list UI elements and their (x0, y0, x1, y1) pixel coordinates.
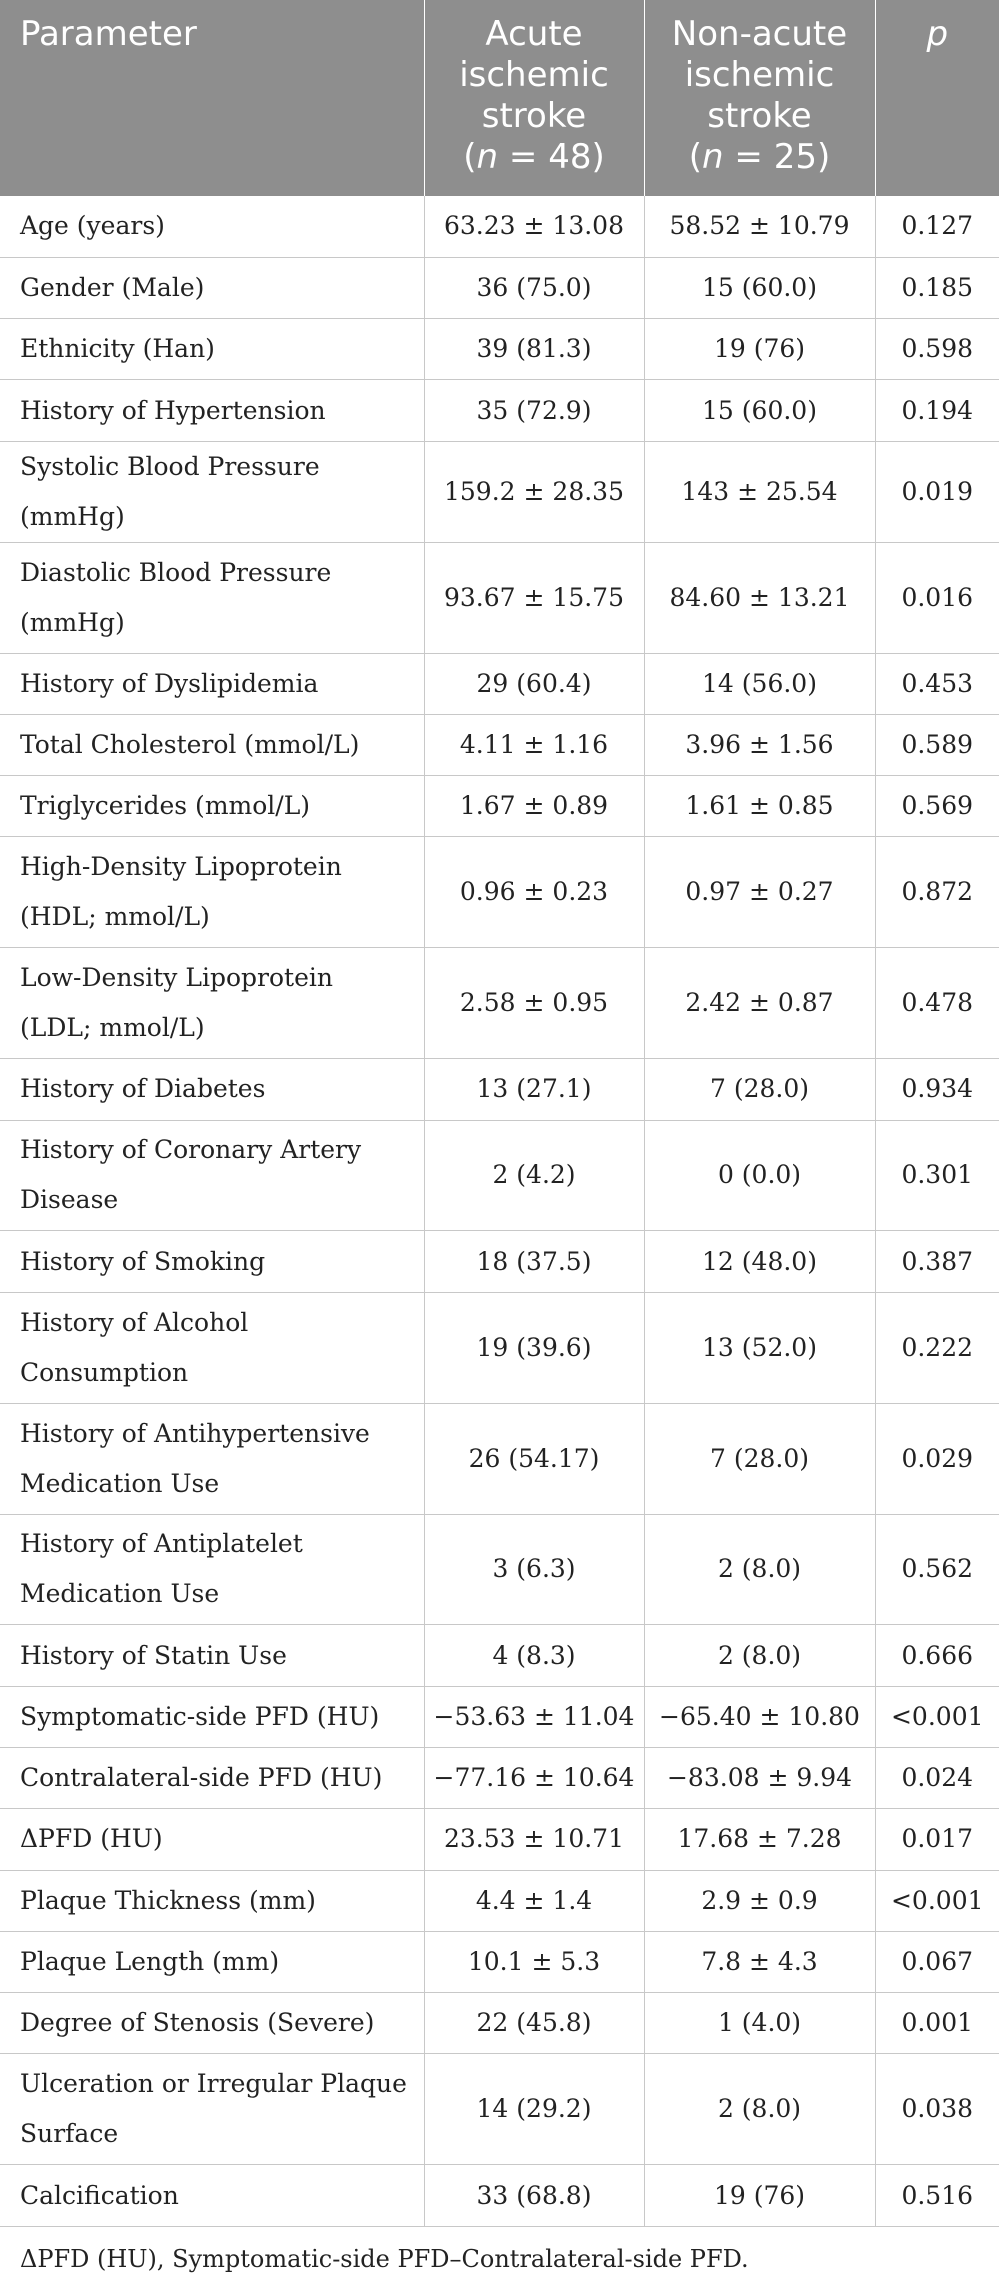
table-header-row (0, 0, 999, 196)
cell-p-value: 0.019 (875, 441, 999, 542)
cell-nonacute: 0.97 ± 0.27 (644, 837, 875, 948)
cell-acute: 29 (60.4) (424, 653, 644, 714)
cell-nonacute: 2 (8.0) (644, 1625, 875, 1686)
cell-nonacute: 19 (76) (644, 2165, 875, 2226)
table-footnote: ΔPFD (HU), Symptomatic-side PFD–Contralateral-side PFD. (20, 2244, 749, 2273)
table-row (0, 1059, 999, 1120)
table-row (0, 2165, 999, 2226)
table-row (0, 1514, 999, 1625)
cell-parameter: Systolic Blood Pressure (mmHg) (0, 441, 424, 542)
cell-parameter: History of Dyslipidemia (0, 653, 424, 714)
cell-parameter: Calcification (0, 2165, 424, 2226)
cell-p-value: 0.387 (875, 1231, 999, 1292)
cell-acute: 93.67 ± 15.75 (424, 542, 644, 653)
cell-p-value: <0.001 (875, 1686, 999, 1747)
cell-acute: 159.2 ± 28.35 (424, 441, 644, 542)
cell-nonacute: 143 ± 25.54 (644, 441, 875, 542)
table-row (0, 1292, 999, 1403)
table-row (0, 653, 999, 714)
cell-nonacute: 2.42 ± 0.87 (644, 948, 875, 1059)
table-row (0, 1625, 999, 1686)
table-row (0, 1870, 999, 1931)
header-nonacute: Non-acute ischemic stroke (n = 25) (644, 0, 875, 196)
table-row (0, 1809, 999, 1870)
cell-parameter: Ulceration or Irregular Plaque Surface (0, 2054, 424, 2165)
header-acute: Acute ischemic stroke (n = 48) (424, 0, 644, 196)
cell-parameter: Ethnicity (Han) (0, 319, 424, 380)
cell-parameter: Symptomatic-side PFD (HU) (0, 1686, 424, 1747)
cell-nonacute: 84.60 ± 13.21 (644, 542, 875, 653)
cell-nonacute: 2 (8.0) (644, 1514, 875, 1625)
cell-acute: 4 (8.3) (424, 1625, 644, 1686)
cell-acute: 2.58 ± 0.95 (424, 948, 644, 1059)
cell-acute: 35 (72.9) (424, 380, 644, 441)
cell-parameter: Triglycerides (mmol/L) (0, 776, 424, 837)
cell-nonacute: 2.9 ± 0.9 (644, 1870, 875, 1931)
cell-p-value: 0.016 (875, 542, 999, 653)
table-row (0, 2054, 999, 2165)
cell-nonacute: 7 (28.0) (644, 1403, 875, 1514)
header-nonacute-line1: Non-acute (671, 14, 848, 54)
cell-p-value: 0.194 (875, 380, 999, 441)
table-row (0, 380, 999, 441)
cell-nonacute: 14 (56.0) (644, 653, 875, 714)
cell-nonacute: −83.08 ± 9.94 (644, 1748, 875, 1809)
cell-nonacute: 15 (60.0) (644, 257, 875, 318)
cell-acute: 18 (37.5) (424, 1231, 644, 1292)
cell-p-value: 0.598 (875, 319, 999, 380)
cell-parameter: Gender (Male) (0, 257, 424, 318)
cell-nonacute: 7.8 ± 4.3 (644, 1931, 875, 1992)
table-row (0, 196, 999, 257)
header-nonacute-line2: ischemic (684, 55, 835, 95)
cell-acute: 26 (54.17) (424, 1403, 644, 1514)
header-parameter: Parameter (0, 0, 424, 196)
header-acute-n-value: = 48) (498, 137, 605, 177)
table-row (0, 948, 999, 1059)
cell-parameter: Plaque Length (mm) (0, 1931, 424, 1992)
cell-p-value: 0.067 (875, 1931, 999, 1992)
header-nonacute-n-value: = 25) (723, 137, 831, 177)
table-row (0, 714, 999, 775)
cell-p-value: 0.222 (875, 1292, 999, 1403)
cell-p-value: <0.001 (875, 1870, 999, 1931)
cell-nonacute: 12 (48.0) (644, 1231, 875, 1292)
cell-acute: 13 (27.1) (424, 1059, 644, 1120)
header-acute-n-label: n (476, 137, 499, 177)
header-acute-line1: Acute (485, 14, 583, 54)
table-row (0, 1993, 999, 2054)
cell-acute: 23.53 ± 10.71 (424, 1809, 644, 1870)
cell-p-value: 0.569 (875, 776, 999, 837)
cell-acute: 2 (4.2) (424, 1120, 644, 1231)
table-row (0, 1748, 999, 1809)
table-row (0, 441, 999, 542)
cell-parameter: Total Cholesterol (mmol/L) (0, 714, 424, 775)
cell-acute: 33 (68.8) (424, 2165, 644, 2226)
cell-acute: 10.1 ± 5.3 (424, 1931, 644, 1992)
cell-nonacute: 0 (0.0) (644, 1120, 875, 1231)
cell-p-value: 0.934 (875, 1059, 999, 1120)
cell-acute: 4.4 ± 1.4 (424, 1870, 644, 1931)
cell-nonacute: 1 (4.0) (644, 1993, 875, 2054)
cell-p-value: 0.872 (875, 837, 999, 948)
cell-nonacute: 7 (28.0) (644, 1059, 875, 1120)
cell-p-value: 0.024 (875, 1748, 999, 1809)
cell-parameter: Diastolic Blood Pressure (mmHg) (0, 542, 424, 653)
table-row (0, 1403, 999, 1514)
cell-parameter: Age (years) (0, 196, 424, 257)
cell-p-value: 0.017 (875, 1809, 999, 1870)
cell-parameter: History of Alcohol Consumption (0, 1292, 424, 1403)
cell-p-value: 0.562 (875, 1514, 999, 1625)
header-p: p (875, 0, 999, 196)
cell-parameter: History of Statin Use (0, 1625, 424, 1686)
table-row (0, 319, 999, 380)
table-row (0, 1120, 999, 1231)
header-acute-line2: ischemic (459, 55, 609, 95)
cell-nonacute: 3.96 ± 1.56 (644, 714, 875, 775)
cell-nonacute: 1.61 ± 0.85 (644, 776, 875, 837)
cell-p-value: 0.127 (875, 196, 999, 257)
cell-p-value: 0.666 (875, 1625, 999, 1686)
table-row (0, 1686, 999, 1747)
cell-parameter: History of Hypertension (0, 380, 424, 441)
cell-p-value: 0.185 (875, 257, 999, 318)
cell-acute: 22 (45.8) (424, 1993, 644, 2054)
cell-parameter: High-Density Lipoprotein (HDL; mmol/L) (0, 837, 424, 948)
cell-acute: 3 (6.3) (424, 1514, 644, 1625)
cell-nonacute: 17.68 ± 7.28 (644, 1809, 875, 1870)
cell-acute: 4.11 ± 1.16 (424, 714, 644, 775)
cell-nonacute: 13 (52.0) (644, 1292, 875, 1403)
cell-parameter: Contralateral-side PFD (HU) (0, 1748, 424, 1809)
cell-parameter: Degree of Stenosis (Severe) (0, 1993, 424, 2054)
cell-parameter: Plaque Thickness (mm) (0, 1870, 424, 1931)
header-nonacute-n-label: n (702, 137, 724, 177)
cell-p-value: 0.478 (875, 948, 999, 1059)
cell-parameter: Low-Density Lipoprotein (LDL; mmol/L) (0, 948, 424, 1059)
cell-p-value: 0.038 (875, 2054, 999, 2165)
cell-p-value: 0.589 (875, 714, 999, 775)
header-acute-line3: stroke (481, 96, 587, 136)
cell-parameter: History of Diabetes (0, 1059, 424, 1120)
cell-p-value: 0.516 (875, 2165, 999, 2226)
cell-nonacute: 19 (76) (644, 319, 875, 380)
cell-parameter: ΔPFD (HU) (0, 1809, 424, 1870)
table-row (0, 837, 999, 948)
cell-nonacute: 15 (60.0) (644, 380, 875, 441)
table-body (0, 196, 999, 2226)
cell-p-value: 0.001 (875, 1993, 999, 2054)
cell-nonacute: 58.52 ± 10.79 (644, 196, 875, 257)
cell-p-value: 0.453 (875, 653, 999, 714)
cell-acute: 19 (39.6) (424, 1292, 644, 1403)
cell-nonacute: −65.40 ± 10.80 (644, 1686, 875, 1747)
header-nonacute-line3: stroke (707, 96, 812, 136)
cell-parameter: History of Smoking (0, 1231, 424, 1292)
cell-p-value: 0.301 (875, 1120, 999, 1231)
cell-acute: 1.67 ± 0.89 (424, 776, 644, 837)
cell-acute: −77.16 ± 10.64 (424, 1748, 644, 1809)
table-row (0, 257, 999, 318)
table-row (0, 776, 999, 837)
cell-acute: 14 (29.2) (424, 2054, 644, 2165)
cell-parameter: History of Coronary Artery Disease (0, 1120, 424, 1231)
cell-acute: −53.63 ± 11.04 (424, 1686, 644, 1747)
cell-parameter: History of Antiplatelet Medication Use (0, 1514, 424, 1625)
table-row (0, 1931, 999, 1992)
table-row (0, 542, 999, 653)
cell-acute: 39 (81.3) (424, 319, 644, 380)
table-row (0, 1231, 999, 1292)
cell-acute: 36 (75.0) (424, 257, 644, 318)
cell-p-value: 0.029 (875, 1403, 999, 1514)
cell-acute: 63.23 ± 13.08 (424, 196, 644, 257)
cell-parameter: History of Antihypertensive Medication Use (0, 1403, 424, 1514)
cell-nonacute: 2 (8.0) (644, 2054, 875, 2165)
cell-acute: 0.96 ± 0.23 (424, 837, 644, 948)
